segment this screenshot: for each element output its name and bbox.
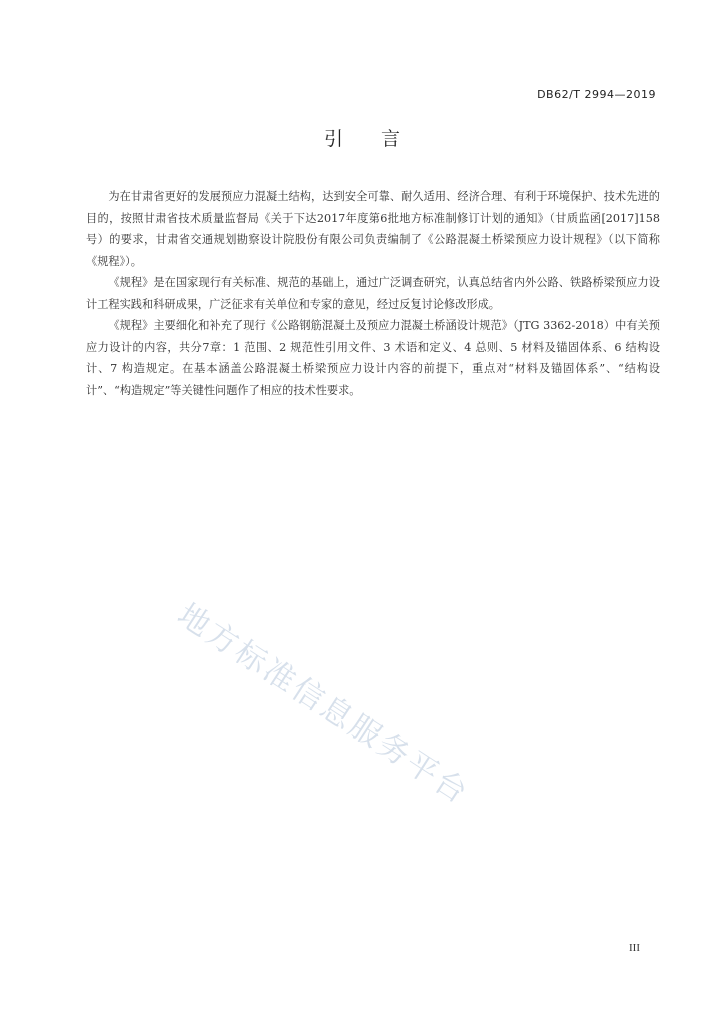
paragraph: 《规程》是在国家现行有关标准、规范的基础上，通过广泛调查研究，认真总结省内外公路、铁路桥梁预应力设计工程实践和科研成果，广泛征求有关单位和专家的意见，经过反复讨论修改形成。 xyxy=(86,276,660,311)
page-title: 引言 xyxy=(323,128,438,150)
standard-code: DB62/T 2994—2019 xyxy=(537,88,656,101)
page-number: III xyxy=(629,942,640,954)
watermark-text: 地方标准信息服务平台 xyxy=(171,596,476,813)
paragraph: 《规程》主要细化和补充了现行《公路钢筋混凝土及预应力混凝土桥涵设计规范》（JTG 3362-2018）中有关预应力设计的内容，共分7章：1 范围、2 规范性引用文件、3 术语和定义、4 总则、5 材料及锚固体系、6 结构设计、7 构造规定。在基本涵盖公路混凝土桥梁预应力设计内容的前提下，重点对“材料及锚固体系”、“结构设计”、“构造规定”等关键性问题作了相应的技术性要求。 xyxy=(86,319,660,397)
paragraph: 为在甘肃省更好的发展预应力混凝土结构，达到安全可靠、耐久适用、经济合理、有利于环境保护、技术先进的目的，按照甘肃省技术质量监督局《关于下达2017年度第6批地方标准制修订计划的通知》（甘质监函[2017]158号）的要求，甘肃省交通规划勘察设计院股份有限公司负责编制了《公路混凝土桥梁预应力设计规程》（以下简称《规程》）。 xyxy=(86,190,660,268)
document-body xyxy=(86,186,660,401)
